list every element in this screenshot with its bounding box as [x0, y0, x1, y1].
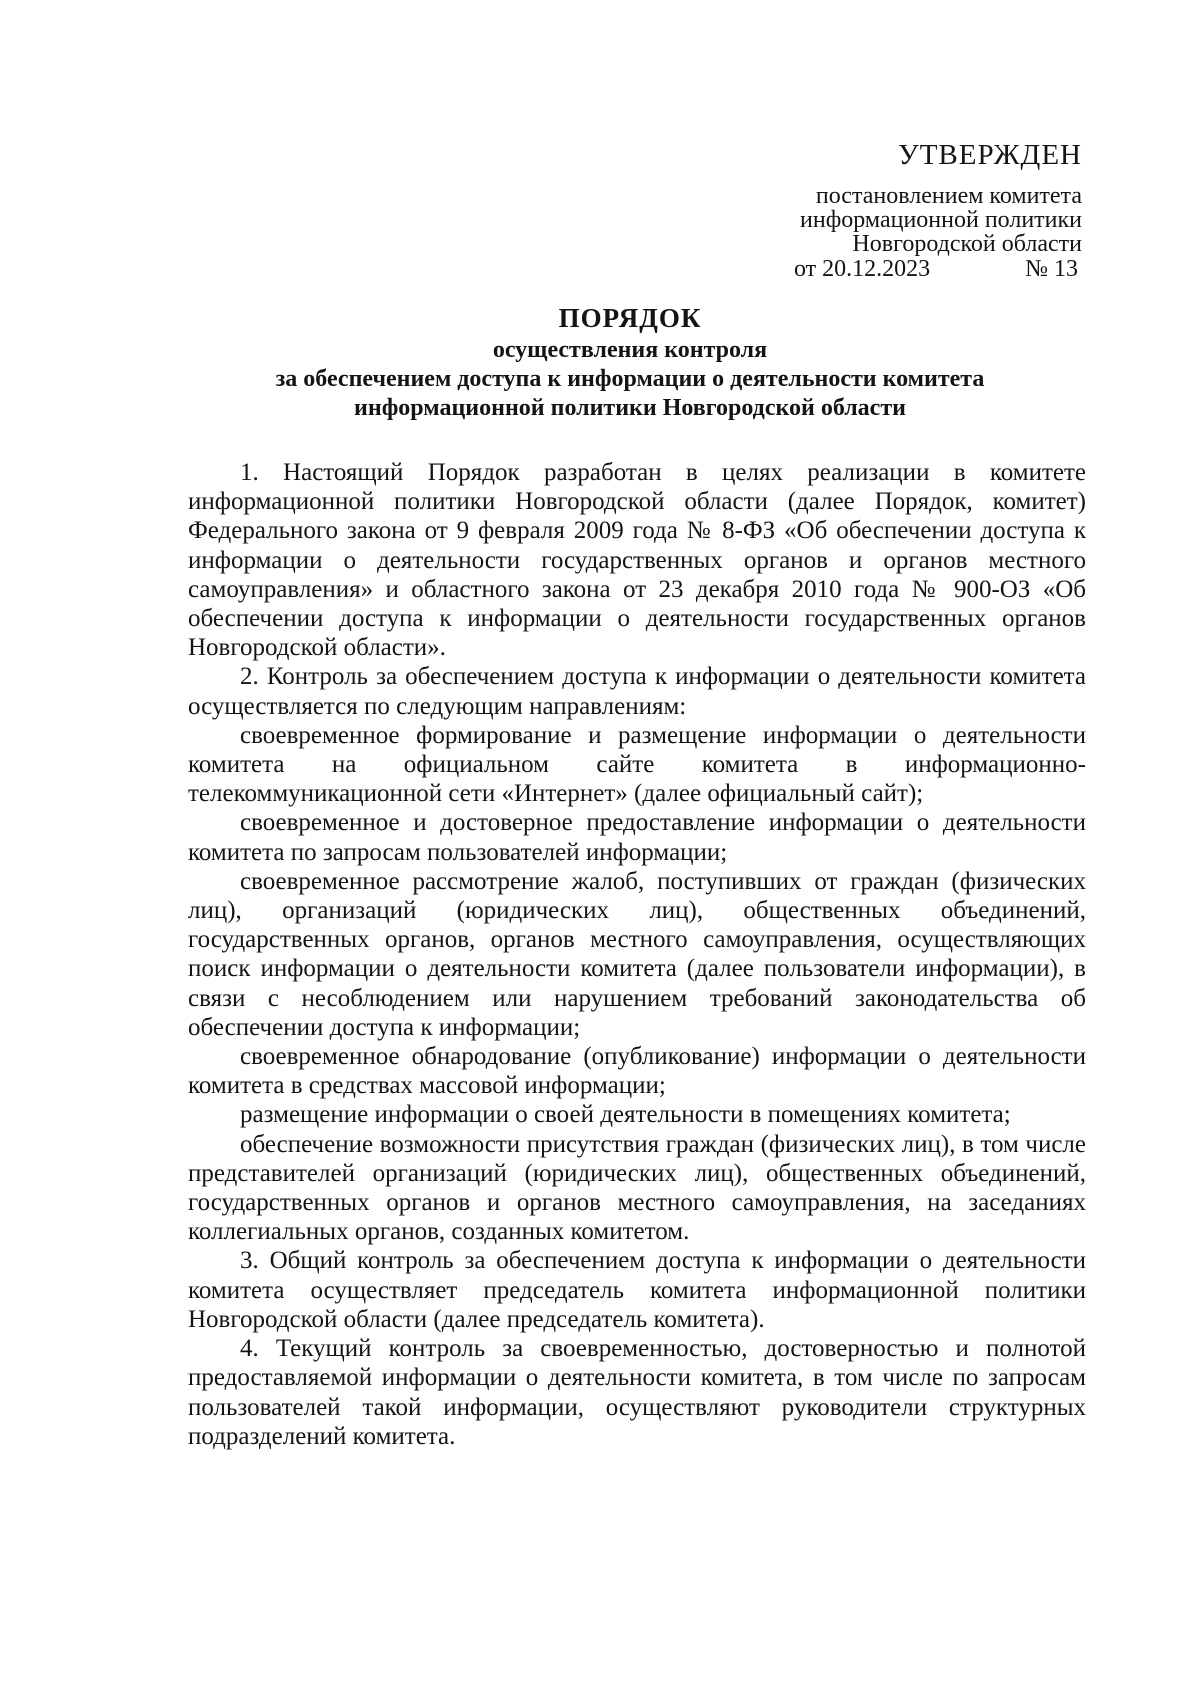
approval-line-2: информационной политики	[800, 207, 1082, 233]
approval-number: № 13	[1025, 256, 1078, 282]
approval-stamp	[722, 138, 1082, 282]
paragraph-2: 2. Контроль за обеспечением доступа к информации о деятельности комитета осуществляется по следующим направлениям:	[188, 663, 1086, 720]
approval-date-row	[722, 256, 1078, 282]
title-subtitle-2: за обеспечением доступа к информации о деятельности комитета	[275, 366, 985, 392]
approval-line-1: постановлением комитета	[815, 183, 1082, 209]
approval-line-3: Новгородской области	[852, 231, 1082, 257]
paragraph-3: 3. Общий контроль за обеспечением доступа к информации о деятельности комитета осуществляет председатель комитета информационной политики Новгородской области (далее председатель комитета).	[188, 1247, 1086, 1333]
document-title	[180, 300, 1080, 423]
paragraph-4: 4. Текущий контроль за своевременностью, достоверностью и полнотой предоставляемой информации о деятельности комитета, в том числе по запросам пользователей такой информации, осуществляют руководители структурных подразделений комитета.	[188, 1335, 1086, 1450]
title-main: ПОРЯДОК	[558, 303, 702, 333]
paragraph-1: 1. Настоящий Порядок разработан в целях реализации в комитете информационной политики Новгородской области (далее Порядок, комитет) Федерального закона от 9 февраля 2009 года № 8-ФЗ «Об обеспечении доступа к информации о деятельности государственных органов и органов местного самоуправления» и областного закона от 23 декабря 2010 года № 900-ОЗ «Об обеспечении доступа к информации о деятельности государственных органов Новгородской области».	[188, 459, 1086, 662]
paragraph-2-item-4: своевременное обнародование (опубликование) информации о деятельности комитета в средствах массовой информации;	[188, 1043, 1086, 1100]
paragraph-2-item-3: своевременное рассмотрение жалоб, поступивших от граждан (физических лиц), организаций (юридических лиц), общественных объединений, государственных органов, органов местного самоуправления, осуществляющих поиск информации о деятельности комитета (далее пользователи информации), в связи с несоблюдением или нарушением требований законодательства об обеспечении доступа к информации;	[188, 867, 1086, 1041]
title-subtitle-1: осуществления контроля	[492, 337, 768, 363]
paragraph-2-item-2: своевременное и достоверное предоставление информации о деятельности комитета по запросам пользователей информации;	[188, 809, 1086, 866]
paragraph-2-item-1: своевременное формирование и размещение информации о деятельности комитета на официальном сайте комитета в информационно-телекоммуникационной сети «Интернет» (далее официальный сайт);	[188, 721, 1086, 808]
approval-heading: УТВЕРЖДЕН	[898, 139, 1082, 171]
title-subtitle-3: информационной политики Новгородской области	[354, 395, 906, 421]
approval-date: от 20.12.2023	[794, 256, 931, 282]
paragraph-2-item-5: размещение информации о своей деятельности в помещениях комитета;	[240, 1101, 1011, 1129]
document-body	[188, 458, 1086, 1451]
paragraph-2-item-6: обеспечение возможности присутствия граждан (физических лиц), в том числе представителей организаций (юридических лиц), общественных объединений, государственных органов и органов местного самоуправления, на заседаниях коллегиальных органов, созданных комитетом.	[188, 1130, 1086, 1246]
